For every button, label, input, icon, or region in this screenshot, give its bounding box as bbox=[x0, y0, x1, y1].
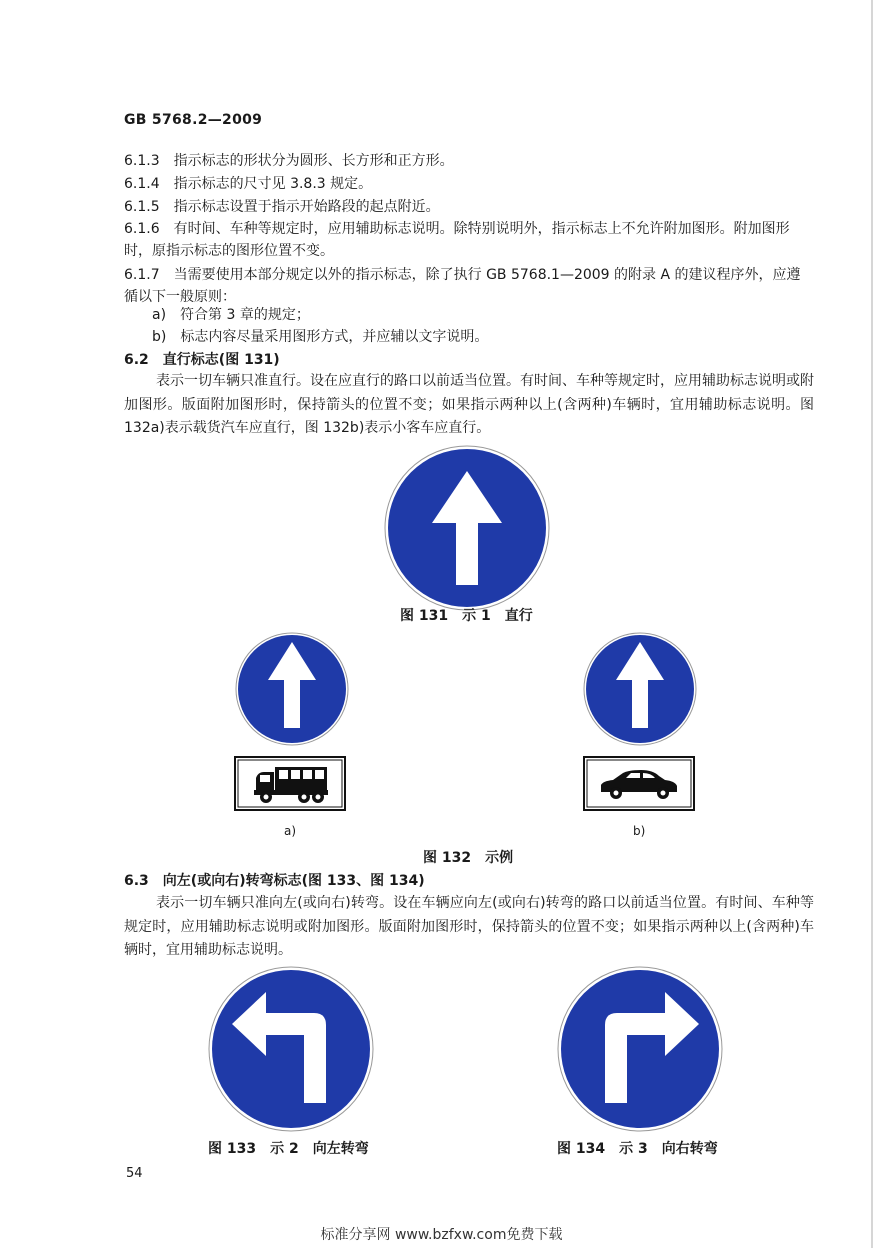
clause-6-1-7: 6.1.7 当需要使用本部分规定以外的指示标志，除了执行 GB 5768.1—2009 的附录 A 的建议程序外，应遵循以下一般原则： bbox=[124, 267, 801, 305]
section-6-3-title: 6.3 向左(或向右)转弯标志(图 133、图 134) bbox=[124, 873, 425, 889]
sign-straight-a bbox=[235, 632, 349, 746]
sign-turn-right bbox=[557, 966, 723, 1132]
clause-6-1-4: 6.1.4 指示标志的尺寸见 3.8.3 规定。 bbox=[124, 176, 373, 192]
sign-turn-left bbox=[208, 966, 374, 1132]
standard-header: GB 5768.2—2009 bbox=[124, 112, 263, 128]
section-6-2-title: 6.2 直行标志(图 131) bbox=[124, 352, 280, 368]
sign-straight-b bbox=[583, 632, 697, 746]
section-6-2-body: 表示一切车辆只准直行。设在应直行的路口以前适当位置。有时间、车种等规定时，应用辅助标志说明或附加图形。版面附加图形时，保持箭头的位置不变；如果指示两种以上(含两种)车辆时，宜用辅助标志说明。图 132a)表示载货汽车应直行，图 132b)表示小客车应直行。 bbox=[124, 373, 814, 436]
clause-6-1-5: 6.1.5 指示标志设置于指示开始路段的起点附近。 bbox=[124, 199, 440, 215]
fig132-a-label: a) bbox=[284, 824, 297, 838]
list-item-a: a) 符合第 3 章的规定； bbox=[152, 307, 310, 323]
page-edge bbox=[871, 0, 873, 1248]
clause-6-1-6: 6.1.6 有时间、车种等规定时，应用辅助标志说明。除特别说明外，指示标志上不允许附加图形。附加图形时，原指示标志的图形位置不变。 bbox=[124, 221, 790, 259]
fig134-caption: 图 134 示 3 向右转弯 bbox=[557, 1141, 718, 1157]
aux-sign-truck bbox=[234, 756, 346, 811]
fig133-caption: 图 133 示 2 向左转弯 bbox=[208, 1141, 369, 1157]
aux-sign-car bbox=[583, 756, 695, 811]
sign-straight-large bbox=[384, 445, 550, 611]
list-item-b: b) 标志内容尽量采用图形方式，并应辅以文字说明。 bbox=[152, 329, 489, 345]
fig132-b-label: b) bbox=[633, 824, 646, 838]
section-6-3-body: 表示一切车辆只准向左(或向右)转弯。设在车辆应向左(或向右)转弯的路口以前适当位置。有时间、车种等规定时，应用辅助标志说明或附加图形。版面附加图形时，保持箭头的位置不变；如果指示两种以上(含两种)车辆时，宜用辅助标志说明。 bbox=[124, 895, 814, 958]
fig132-caption: 图 132 示例 bbox=[423, 850, 514, 866]
fig131-caption: 图 131 示 1 直行 bbox=[400, 608, 533, 624]
footer-watermark[interactable]: 标准分享网 www.bzfxw.com免费下载 bbox=[320, 1227, 563, 1243]
page-number: 54 bbox=[126, 1166, 143, 1181]
clause-6-1-3: 6.1.3 指示标志的形状分为圆形、长方形和正方形。 bbox=[124, 153, 454, 169]
